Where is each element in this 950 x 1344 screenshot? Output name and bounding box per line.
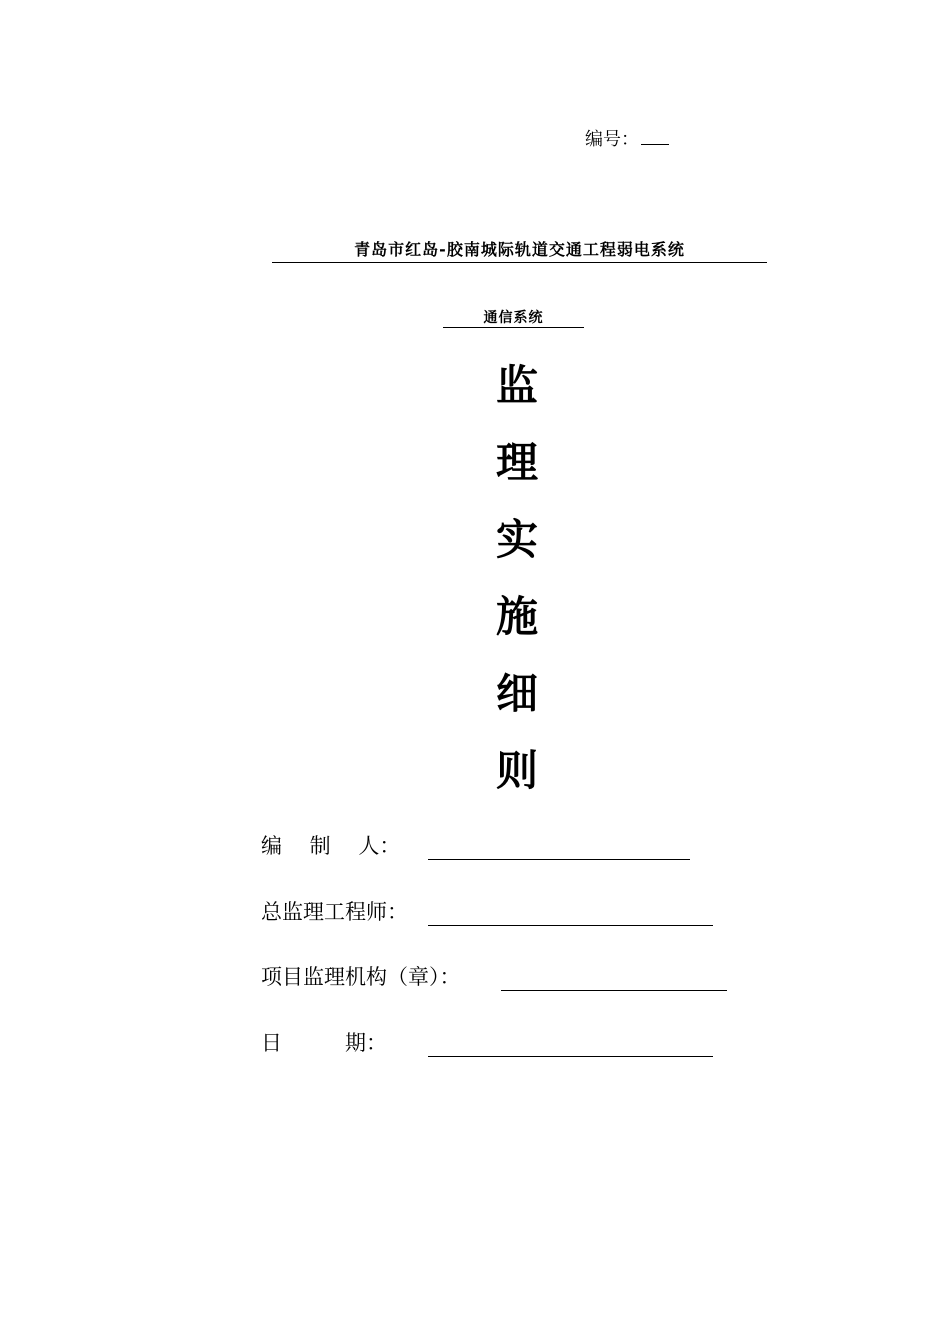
title-char: 理 (495, 438, 538, 487)
date-field (261, 1029, 713, 1057)
date-blank-line (428, 1032, 713, 1057)
document-title (472, 358, 562, 820)
agency-blank-line (501, 966, 727, 991)
compiler-label: 编 制 人： (261, 834, 401, 858)
title-char: 则 (495, 746, 538, 795)
agency-field (261, 963, 727, 991)
system-name: 通信系统 (443, 309, 584, 328)
chief-engineer-field (261, 898, 713, 926)
document-number-blank (641, 128, 669, 145)
agency-label: 项目监理机构（章）： (261, 965, 461, 989)
date-label: 日 期： (261, 1031, 387, 1055)
title-char: 监 (495, 361, 538, 410)
compiler-field (261, 832, 690, 860)
title-char: 细 (495, 669, 538, 718)
document-number (585, 128, 669, 151)
document-number-label: 编号： (585, 129, 639, 150)
title-char: 施 (495, 592, 538, 641)
title-char: 实 (495, 515, 538, 564)
chief-engineer-blank-line (428, 901, 713, 926)
compiler-blank-line (428, 835, 690, 860)
chief-engineer-label: 总监理工程师： (261, 900, 408, 924)
project-name: 青岛市红岛-胶南城际轨道交通工程弱电系统 (272, 240, 767, 263)
